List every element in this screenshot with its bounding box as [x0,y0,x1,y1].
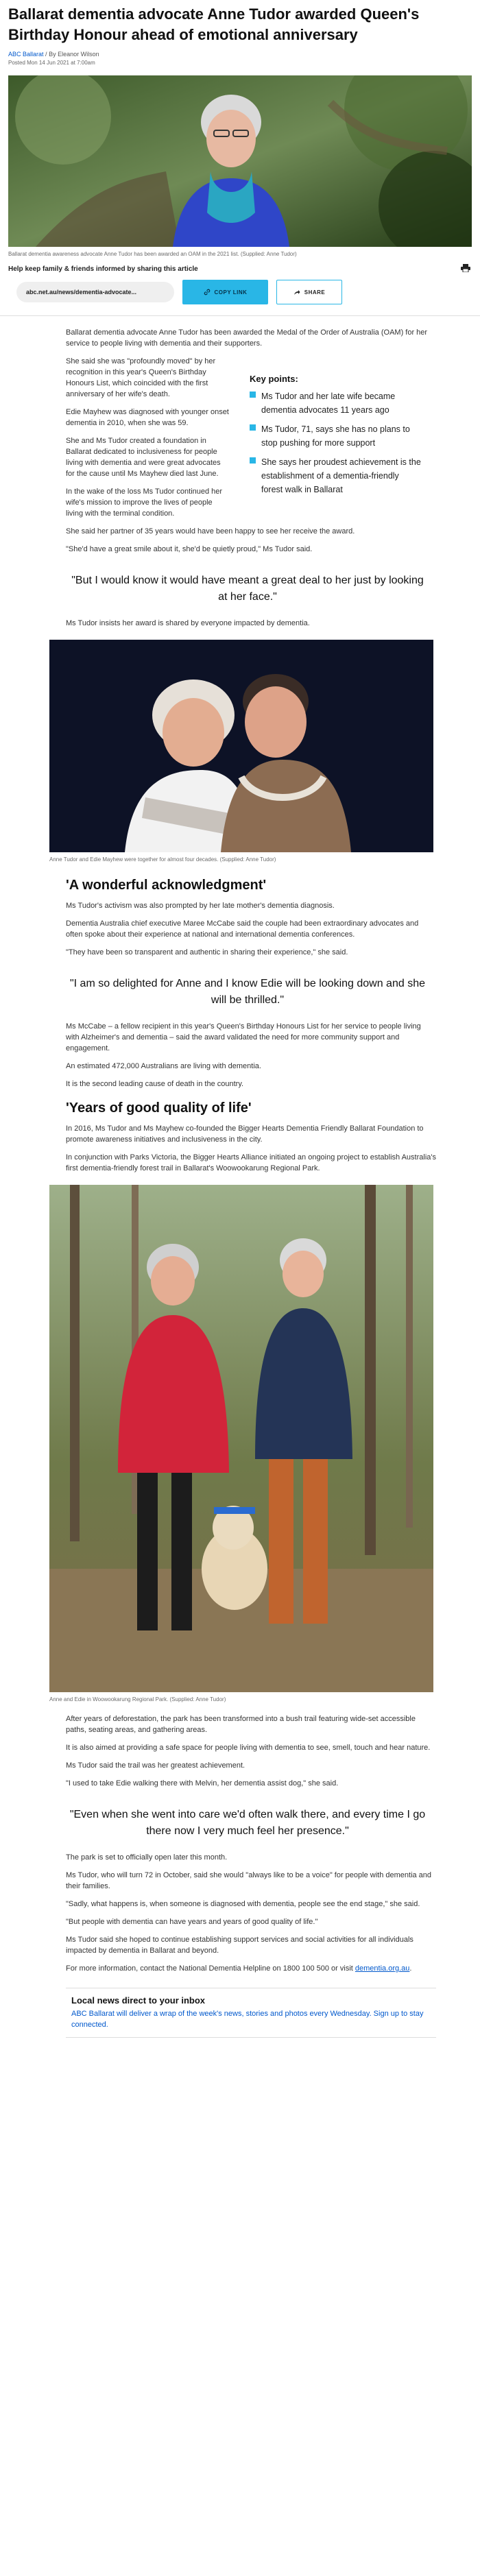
page-title: Ballarat dementia advocate Anne Tudor awarded Queen's Birthday Honour ahead of emotional anniversary [8,5,420,43]
key-points-heading: Key points: [250,374,298,384]
paragraph: In conjunction with Parks Victoria, the Bigger Hearts Alliance initiated an ongoing project to establish Australia's first dementia-friendly forest trail in Ballarat's Woowookarung Regional Park. [66,1153,436,1172]
paragraph: In 2016, Ms Tudor and Ms Mayhew co-founded the Bigger Hearts Dementia Friendly Ballarat Foundation to promote awareness initiatives and inclusiveness in the city. [66,1124,424,1144]
copy-link-button[interactable] [182,280,268,304]
dementia-org-link[interactable]: dementia.org.au [355,1964,410,1973]
paragraph: "I used to take Edie walking there with Melvin, her dementia assist dog," she said. [66,1779,339,1787]
pull-quote: "I am so delighted for Anne and I know Edie will be looking down and she will be thrilled." [69,978,425,1006]
photo-caption: Anne and Edie in Woowookarung Regional Park. (Supplied: Anne Tudor) [49,1696,226,1702]
bullet-square-icon [250,392,256,398]
paragraph: Ms Tudor insists her award is shared by everyone impacted by dementia. [66,619,310,627]
section-heading: 'Years of good quality of life' [66,1100,252,1116]
key-point-item [250,422,421,450]
bullet-square-icon [250,457,256,464]
share-label: SHARE [304,289,326,296]
key-points-box [250,374,421,502]
paragraph: Ms Tudor said the trail was her greatest achievement. [66,1761,245,1770]
key-point-item [250,389,421,417]
article-body [0,327,439,2038]
paragraph: Ms McCabe – a fellow recipient in this year's Queen's Birthday Honours List for her service to people living with Alzheimer's and dementia – said the award validated the need for more community support and engagement. [66,1022,421,1052]
paragraph: Dementia Australia chief executive Maree McCabe said the couple had been extraordinary advocates and often spoke about their experience at national and international dementia conferences. [66,919,419,939]
key-point-text: Ms Tudor and her late wife became dementia advocates 11 years ago [261,392,396,415]
author: By Eleanor Wilson [49,51,99,58]
couple-photo-illustration [49,640,433,852]
newsletter-box [66,1988,436,2038]
paragraph: She said her partner of 35 years would have been happy to see her receive the award. [66,527,355,535]
key-point-text: Ms Tudor, 71, says she has no plans to stop pushing for more support [261,424,410,448]
photo-caption: Anne Tudor and Edie Mayhew were together for almost four decades. (Supplied: Anne Tudor) [49,856,276,863]
newsletter-signup-link[interactable]: ABC Ballarat will deliver a wrap of the week's news, stories and photos every Wednesday. Sign up to stay connected. [71,2010,424,2029]
source-link[interactable]: ABC Ballarat [8,51,44,58]
share-arrow-icon [293,289,300,296]
paragraph: Edie Mayhew was diagnosed with younger onset dementia in 2010, when she was 59. [66,408,229,427]
key-point-text: She says her proudest achievement is the establishment of a dementia-friendly forest walk in Ballarat [261,457,421,494]
hero-caption: Ballarat dementia awareness advocate Anne Tudor has been awarded an OAM in the 2021 list. (Supplied: Anne Tudor) [8,251,297,257]
pull-quote: "But I would know it would have meant a great deal to her just by looking at her face." [71,575,424,603]
paragraph: The park is set to officially open later this month. [66,1853,228,1862]
byline [0,45,480,66]
paragraph: "Sadly, what happens is, when someone is diagnosed with dementia, people see the end stage," she said. [66,1900,420,1908]
paragraph: After years of deforestation, the park has been transformed into a bush trail featuring wide-set accessible paths, seating areas, and gathering areas. [66,1715,416,1734]
newsletter-heading: Local news direct to your inbox [71,1995,206,2006]
paragraph: It is the second leading cause of death in the country. [66,1080,244,1088]
paragraph: She said she was "profoundly moved" by her recognition in this year's Queen's Birthday Honours List, which coincided with the first anniversary of her wife's death. [66,357,216,398]
paragraph: An estimated 472,000 Australians are living with dementia. [66,1062,261,1070]
hero-photo [8,75,472,247]
copy-link-label: COPY LINK [214,289,248,296]
paragraph: "She'd have a great smile about it, she'd be quietly proud," Ms Tudor said. [66,545,313,553]
share-divider [0,315,480,316]
paragraph: She and Ms Tudor created a foundation in Ballarat dedicated to inclusiveness for people living with dementia and were great advocates for the cause until Ms Mayhew died last June. [66,437,221,478]
paragraph: Ms Tudor, who will turn 72 in October, said she would "always like to be a voice" for people with dementia and their families. [66,1871,432,1890]
paragraph [66,1963,436,1974]
section-heading: 'A wonderful acknowledgment' [66,878,267,893]
park-photo-illustration [49,1185,433,1692]
pull-quote: "Even when she went into care we'd often walk there, and every time I go there now I very much feel her presence." [69,1809,426,1837]
couple-photo [49,640,433,852]
posted-date: Posted Mon 14 Jun 2021 at 7:00am [8,60,95,66]
share-heading [0,261,480,273]
printer-icon[interactable] [461,264,470,272]
paragraph: Ballarat dementia advocate Anne Tudor has been awarded the Medal of the Order of Australia (OAM) for her service to people living with dementia and their supporters. [66,328,428,348]
helpline-text: For more information, contact the National Dementia Helpline on 1800 100 500 or visit [66,1964,355,1973]
helpline-suffix: . [409,1964,412,1973]
paragraph: It is also aimed at providing a safe space for people living with dementia to see, smell, touch and hear nature. [66,1744,431,1752]
bullet-square-icon [250,424,256,431]
link-icon [204,289,211,296]
byline-separator: / [45,51,49,58]
share-button[interactable] [276,280,342,304]
paragraph: Ms Tudor said she hoped to continue establishing support services and social activities for all individuals impacted by dementia in Ballarat and beyond. [66,1936,413,1955]
key-point-item [250,455,421,496]
hero-photo-illustration [8,75,472,247]
share-heading-text: Help keep family & friends informed by sharing this article [8,265,198,273]
share-toolbar [0,273,480,303]
paragraph: In the wake of the loss Ms Tudor continued her wife's mission to improve the lives of people living with the terminal condition. [66,487,223,518]
paragraph: Ms Tudor's activism was also prompted by her late mother's dementia diagnosis. [66,902,335,910]
paragraph: "They have been so transparent and authentic in sharing their experience," she said. [66,948,348,956]
share-url-field[interactable]: abc.net.au/news/dementia-advocate... [16,282,174,302]
paragraph: "But people with dementia can have years and years of good quality of life." [66,1918,318,1926]
park-photo [49,1185,433,1692]
